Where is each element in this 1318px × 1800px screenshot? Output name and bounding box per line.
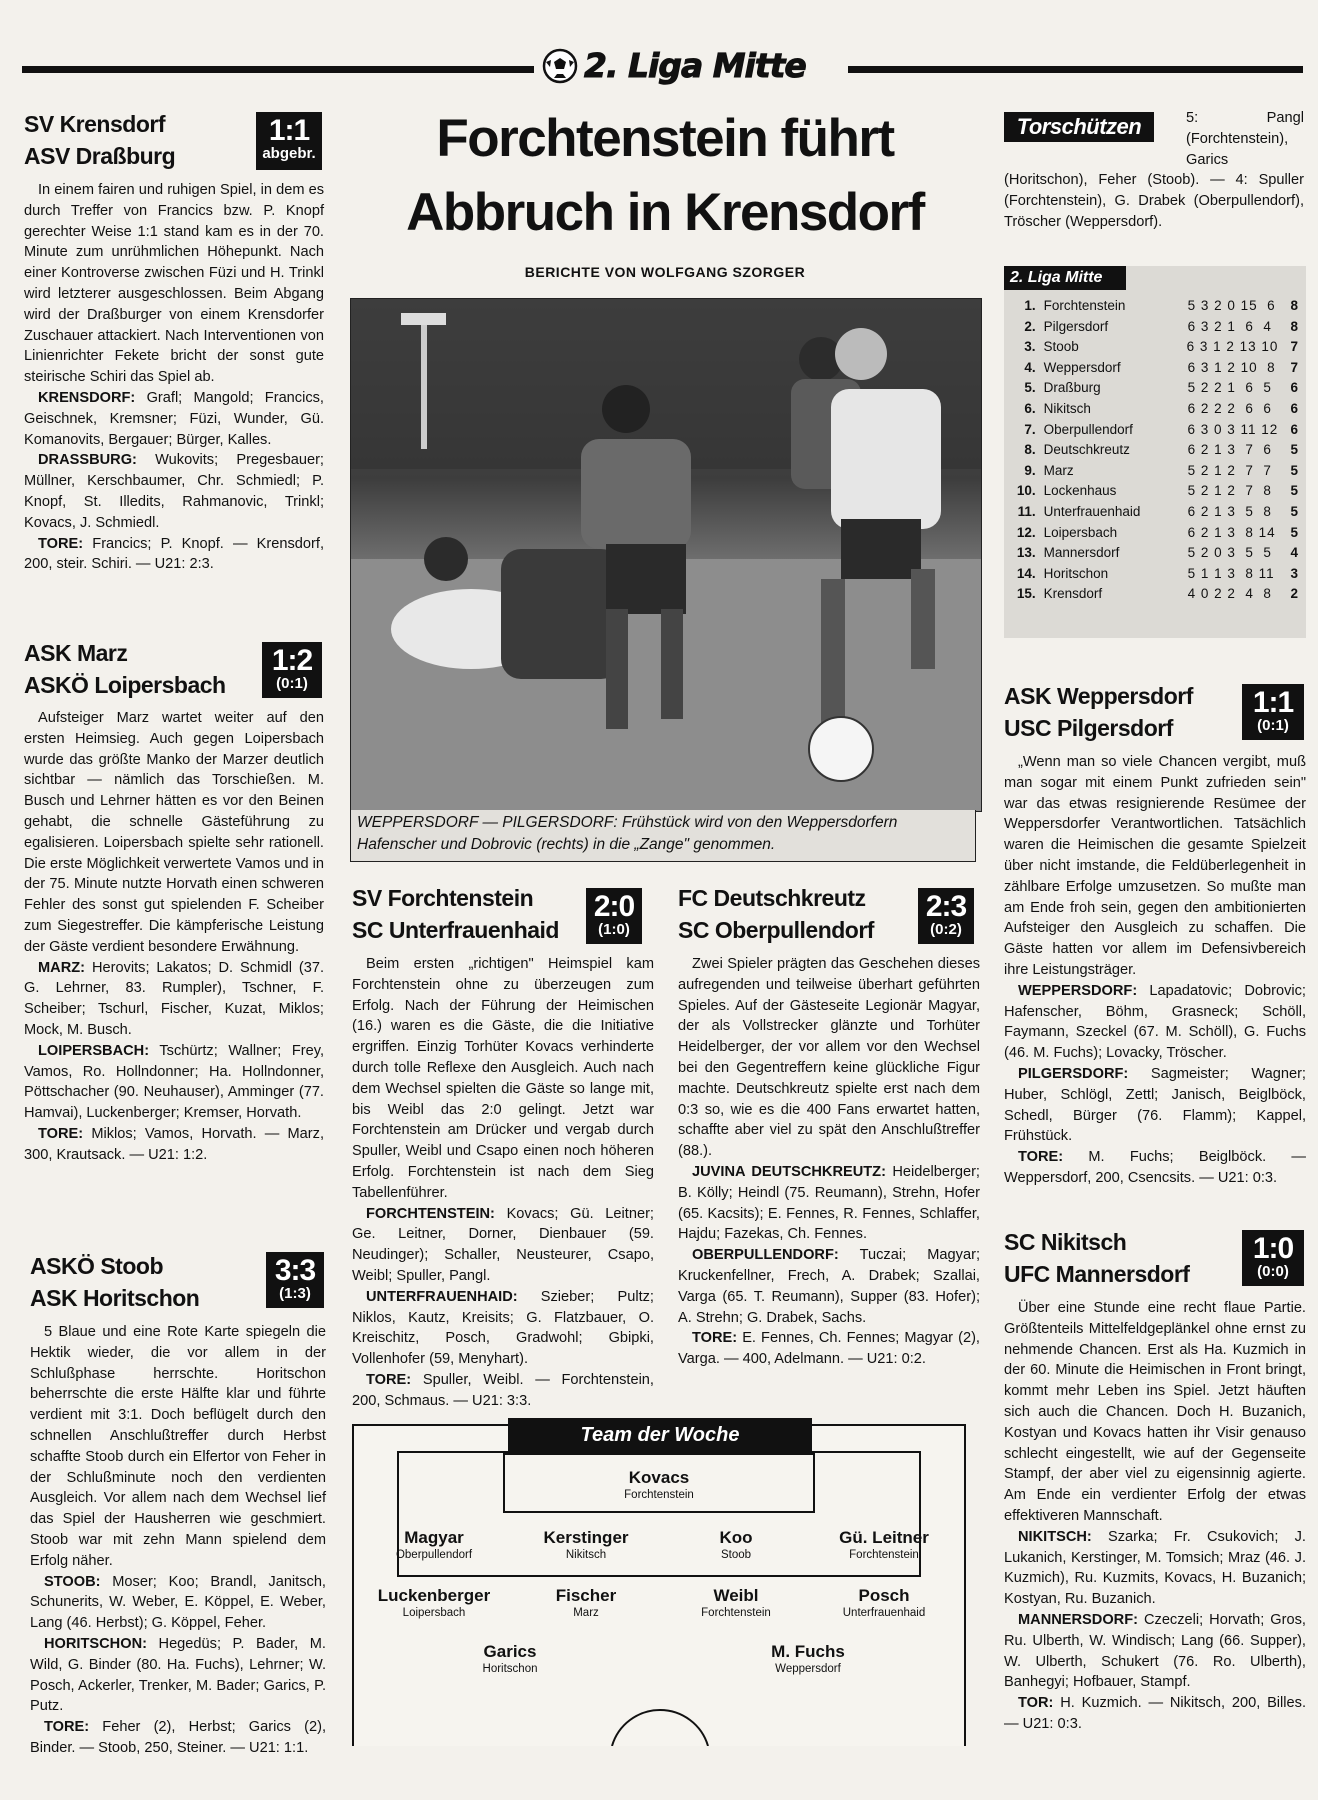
match4-text: Beim ersten „richtigen" Heimspiel kam Forchtenstein ohne zu überzeugen zum Erfolg. Nach der Führung der Heimischen (16.) waren es die Gäste, die die Initiative ergriffen. Einzig Torhüter Kovacs verhinderte durch tolle Reflexe den Ausgleich. Auch nach dem Wechsel spielten die Gäste so lange mit, bis Weibl das 2:0 gelingt. Jetzt war Forchtenstein am Drücker und vergab durch Spuller, Weibl und Csapo einen noch höheren Erfolg. Forchtenstein ist nach dem Sieg Tabellenführer. <box>352 956 654 1201</box>
table-row: 10. Lockenhaus 5 2 1 2 7 8 5 <box>1016 483 1298 499</box>
match7-away-lineup: MANNERSDORF: Czeczeli; Horvath; Gros, Ru. Ulberth, W. Windisch; Lang (66. Supper), W. Ulberth, Schukert (76. Ro. Ulberth), Banhegyi; Hofbauer, Stampf. <box>1004 1611 1306 1691</box>
match1-home-lineup: KRENSDORF: Grafl; Mangold; Francics, Geischnek, Kremsner; Füzi, Wunder, Gü. Komanovits, Bergauer; Bürger, Kalles. <box>24 389 324 448</box>
scorers-title: Torschützen <box>1004 112 1154 142</box>
match3-home-team: ASKÖ Stoob <box>30 1253 163 1279</box>
table-row: 2. Pilgersdorf 6 3 2 1 6 4 8 <box>1024 318 1298 334</box>
match1-note: abgebr. <box>262 145 316 162</box>
caption-line1: WEPPERSDORF — PILGERSDORF: Frühstück wird von den Weppersdorfern <box>357 814 898 831</box>
match6-away-team: USC Pilgersdorf <box>1004 715 1173 741</box>
match5-text: Zwei Spieler prägten das Geschehen dieses aufregenden und teilweise überhart geführten Spieles. Auf der Gästeseite Legionär Magyar, der als Vollstrecker glänzte und Torhüter Heidelberger, der vor allem vor den Wechsel bei den Gegentreffern keine glückliche Figur machte. Deutschkreutz spielte erst nach dem 0:3 so, wie es die 400 Fans erwartet hatten, schaffte aber viel zu spät den Anschlußtreffer (88.). <box>678 956 980 1160</box>
match1-score: 1:1 <box>268 114 310 147</box>
header-rule-right <box>848 66 1303 73</box>
player-goalkeeper: Kovacs Forchtenstein <box>624 1468 694 1501</box>
match3-away-team: ASK Horitschon <box>30 1285 200 1311</box>
match1-home-team: SV Krensdorf <box>24 111 165 137</box>
player-def-4: Gü. Leitner Forchtenstein <box>839 1528 929 1561</box>
match4-goals: TORE: Spuller, Weibl. — Forchtenstein, 200, Schmaus. — U21: 3:3. <box>352 1371 654 1409</box>
section-header <box>540 46 840 90</box>
match7-home-team: SC Nikitsch <box>1004 1229 1127 1255</box>
table-row: 7. Oberpullendorf 6 3 0 3 11 12 6 <box>1024 421 1298 437</box>
match5-note: (0:2) <box>930 921 962 938</box>
match2-home-lineup: MARZ: Herovits; Lakatos; D. Schmidl (37. G. Lehrner, 83. Rumpler), Tschner, F. Scheiber; Tschurl, Fischer, Kuzat, Miklos; Mock, M. Busch. <box>24 959 324 1038</box>
match6-away-lineup: PILGERSDORF: Sagmeister; Wagner; Huber, Schlögl, Zettl; Janisch, Beiglböck, Schedl, Bürger (76. Flamm); Kappel, Frühstück. <box>1004 1065 1306 1145</box>
team-of-week-panel <box>352 1424 966 1746</box>
match1-report <box>24 180 324 575</box>
standings-table <box>1004 266 1306 638</box>
table-row: 8. Deutschkreutz 6 2 1 3 7 6 5 <box>1024 442 1298 458</box>
match5-score: 2:3 <box>925 890 967 923</box>
byline: BERICHTE VON WOLFGANG SZORGER <box>524 264 806 280</box>
match6-text: „Wenn man so viele Chancen vergibt, muß man sogar mit einem Punkt zufrieden sein" war das etwas resignierende Resümee der Weppersdorfer Verantwortlichen. Tatsächlich waren die Heimischen die gesamte Spielzeit über nicht imstande, die Feldüberlegenheit in zählbare Erfolge umzusetzen. So mußte man am Ende froh sein, gegen den ambitionierten Aufsteiger den Ausgleich zu schaffen. Die Gäste hatten vor allem im Defensivbereich ihre Leistungsträger. <box>1004 754 1306 978</box>
match4-note: (1:0) <box>598 921 630 938</box>
standings-rows <box>1008 296 1298 605</box>
match1-goals: TORE: Francics; P. Knopf. — Krensdorf, 200, steir. Schiri. — U21: 2:3. <box>24 535 324 573</box>
match4-away-team: SC Unterfrauenhaid <box>352 917 559 943</box>
match5-score-box <box>918 888 974 944</box>
match6-home-lineup: WEPPERSDORF: Lapadatovic; Dobrovic; Hafenscher, Böhm, Grasneck; Schöll, Faymann, Szeckel (67. M. Schöll), G. Fuchs (46. M. Fuchs); Lovacky, Tröscher. <box>1004 982 1306 1062</box>
player-fwd-1: Garics Horitschon <box>482 1642 538 1675</box>
caption-line2: Hafenscher und Dobrovic (rechts) in die „Zange" genommen. <box>357 836 776 853</box>
match1-score-box <box>256 112 322 170</box>
match7-goals: TOR: H. Kuzmich. — Nikitsch, 200, Billes. — U21: 0:3. <box>1004 1695 1306 1732</box>
player-mid-2: Fischer Marz <box>555 1586 617 1619</box>
player-def-3: Koo Stoob <box>719 1528 753 1561</box>
match3-home-lineup: STOOB: Moser; Koo; Brandl, Janitsch, Schunerits, W. Weber, E. Köppel, E. Weber, Lang (46. Herbst); G. Köppel, Feher. <box>30 1573 326 1632</box>
match2-home-team: ASK Marz <box>24 640 128 666</box>
match2-text: Aufsteiger Marz wartet weiter auf den ersten Heimsieg. Auch gegen Loipersbach wurde das größte Manko der Marzer deutlich sichtbar — nämlich das Torschießen. M. Busch und Lehrner hätten es vor den Beinen gehabt, die schnelle Gästeführung zu egalisieren. Loipersbach spielte sehr rationell. Die erste Möglichkeit verwertete Vamos und in der 75. Minute nutzte Horvath einen schweren Fehler des sonst gut spielenden F. Scheiber zum Siegestreffer. Die kämpferische Leistung der Gäste verdient besondere Erwähnung. <box>24 710 324 955</box>
match7-score-box <box>1242 1230 1304 1286</box>
match6-score: 1:1 <box>1252 686 1294 719</box>
match2-note: (0:1) <box>276 675 308 692</box>
player-mid-3: Weibl Forchtenstein <box>701 1586 771 1619</box>
match4-score-box <box>586 888 642 944</box>
table-row: 11. Unterfrauenhaid 6 2 1 3 5 8 5 <box>1017 503 1298 519</box>
match7-score: 1:0 <box>1252 1232 1294 1265</box>
section-title: 2. Liga Mitte <box>584 46 806 85</box>
photo-image <box>351 299 981 811</box>
match7-note: (0:0) <box>1257 1263 1289 1280</box>
headline-line2: Abbruch in Krensdorf <box>406 183 924 242</box>
match5-report <box>678 954 980 1370</box>
match3-goals: TORE: Feher (2), Herbst; Garics (2), Binder. — Stoob, 250, Steiner. — U21: 1:1. <box>30 1719 326 1756</box>
table-row: 1. Forchtenstein 5 3 2 0 15 6 8 <box>1024 298 1298 313</box>
header-rule-left <box>22 66 534 73</box>
match7-text: Über eine Stunde eine recht flaue Partie. Größtenteils Mittelfeldgeplänkel ohne ernst zu nehmende Chancen. Erst als Ha. Kuzmich in der 60. Minute die Heimischen in Front bringt, kommt mehr Leben ins Spiel. Jetzt häuften sich auch die Chancen. Doch H. Buzanich, Kostyan und Kovacs hatten ihr Visir genauso schlecht eingestellt, wie auf der Gegenseite Stampf, der aber viel zu eigensinnig agierte. Am Ende ein verdienter Erfolg der etwas effektiveren Mannschaft. <box>1004 1300 1306 1524</box>
photo-caption <box>350 810 976 862</box>
player-fwd-2: M. Fuchs Weppersdorf <box>771 1642 845 1675</box>
match4-score: 2:0 <box>593 890 635 923</box>
match3-score-box <box>266 1252 324 1308</box>
match5-home-lineup: JUVINA DEUTSCHKREUTZ: Heidelberger; B. Kölly; Heindl (75. Reumann), Strehn, Hofer (65. Kacsits); E. Fennes, R. Fennes, Schlaffer, Hajdu; Fazekas, Ch. Fennes. <box>678 1163 980 1243</box>
match5-away-lineup: OBERPULLENDORF: Tuczai; Magyar; Kruckenfellner, Frech, A. Drabek; Szallai, Varga (65. T. Reumann), Supper (83. Hofer); A. Strehn; G. Drabek, Sachs. <box>678 1247 980 1326</box>
match3-text: 5 Blaue und eine Rote Karte spiegeln die Hektik wieder, die vor allem in der Schlußphase herrschte. Horitschon beherrschte die erste Hälfte klar und führte verdient mit 3:1. Doch beflügelt durch den schnellen Anschlußtreffer durch Herbst schaffte Stoob durch ein Elfertor von Feher in der Schlußminute noch den verdienten Ausgleich. Vor allem nach dem Wechsel lief das Spiel der Hausherren wie geschmiert. Stoob war mit zehn Mann spielend dem Erfolg näher. <box>30 1324 326 1569</box>
match6-goals: TORE: M. Fuchs; Beiglböck. — Weppersdorf, 200, Csencsits. — U21: 0:3. <box>1004 1149 1306 1186</box>
match2-score-box <box>262 642 322 698</box>
match6-report <box>1004 752 1306 1189</box>
match2-score: 1:2 <box>271 644 313 677</box>
table-row: 5. Draßburg 5 2 2 1 6 5 6 <box>1024 380 1298 396</box>
match4-home-lineup: FORCHTENSTEIN: Kovacs; Gü. Leitner; Ge. Leitner, Dorner, Dienbauer (59. Neudinger); Schaller, Neusteurer, Csapo, Weibl; Spuller, Pangl. <box>352 1205 654 1284</box>
table-row: 3. Stoob 6 3 1 2 13 10 7 <box>1024 339 1299 355</box>
match1-text: In einem fairen und ruhigen Spiel, in dem es durch Treffer von Francics bzw. P. Knopf gerechter Weise 1:1 stand kam es in der 70. Minute zum unrühmlichen Höhepunkt. Nach einer Kontroverse zwischen Füzi und H. Trinkl wird letzterer ausgeschlossen. Beim Abgang wird der Draßburger von einem Krensdorfer Zuschauer attackiert. Nach Interventionen von Linienrichter Fekete bricht der sonst gute steirische Schiri das Spiel ab. <box>24 182 324 386</box>
match-photo <box>350 298 982 812</box>
match6-note: (0:1) <box>1257 717 1289 734</box>
match7-report <box>1004 1298 1306 1735</box>
match4-away-lineup: UNTERFRAUENHAID: Szieber; Pultz; Niklos, Kautz, Kreisits; G. Flatzbauer, O. Kreischitz, Posch, Gradwohl; Gbipki, Vollenhofer (59, Menyhart). <box>352 1288 654 1368</box>
match3-report <box>30 1322 326 1759</box>
table-row: 6. Nikitsch 6 2 2 2 6 6 6 <box>1024 400 1298 416</box>
player-mid-1: Luckenberger Loipersbach <box>377 1586 491 1619</box>
match4-home-team: SV Forchtenstein <box>352 885 534 911</box>
match1-away-team: ASV Draßburg <box>24 143 176 169</box>
match4-report <box>352 954 654 1412</box>
soccer-ball-icon <box>542 48 578 84</box>
table-row: 4. Weppersdorf 6 3 1 2 10 8 7 <box>1024 359 1298 375</box>
match7-away-team: UFC Mannersdorf <box>1004 1261 1190 1287</box>
match7-home-lineup: NIKITSCH: Szarka; Fr. Csukovich; J. Lukanich, Kerstinger, M. Tomsich; Mraz (46. J. Kuzmich), Ru. Kuzmits, Kovacs, H. Buzanich; Kostyan, Ru. Buzanich. <box>1004 1528 1306 1608</box>
match5-away-team: SC Oberpullendorf <box>678 917 874 943</box>
match2-goals: TORE: Miklos; Vamos, Horvath. — Marz, 300, Krautsack. — U21: 1:2. <box>24 1125 324 1163</box>
player-def-2: Kerstinger Nikitsch <box>543 1528 629 1561</box>
standings-title: 2. Liga Mitte <box>1004 266 1126 290</box>
table-row: 9. Marz 5 2 1 2 7 7 5 <box>1024 462 1298 478</box>
table-row: 12. Loipersbach 6 2 1 3 8 14 5 <box>1016 524 1298 540</box>
table-row: 13. Mannersdorf 5 2 0 3 5 5 4 <box>1016 545 1298 561</box>
match5-home-team: FC Deutschkreutz <box>678 885 866 911</box>
match6-score-box <box>1242 684 1304 740</box>
headline-line1: Forchtenstein führt <box>436 109 894 168</box>
match5-goals: TORE: E. Fennes, Ch. Fennes; Magyar (2), Varga. — 400, Adelmann. — U21: 0:2. <box>678 1330 980 1368</box>
table-row: 14. Horitschon 5 1 1 3 8 11 3 <box>1016 565 1298 581</box>
player-mid-4: Posch Unterfrauenhaid <box>842 1586 926 1619</box>
player-def-1: Magyar Oberpullendorf <box>395 1528 473 1561</box>
match3-note: (1:3) <box>279 1285 311 1302</box>
match6-home-team: ASK Weppersdorf <box>1004 683 1193 709</box>
match2-away-lineup: LOIPERSBACH: Tschürtz; Wallner; Frey, Vamos, Ro. Hollndonner; Ha. Hollndonner, Pöttschacher (90. Neuhauser), Amminger (77. Hamvai), Luckenberger; Kremser, Horvath. <box>24 1042 325 1122</box>
scorers-box <box>1004 108 1304 230</box>
match2-away-team: ASKÖ Loipersbach <box>24 672 226 698</box>
scorers-text: 5: Pangl (Forchtenstein), Garics (Horitschon), Feher (Stoob). — 4: Spuller (Forchtenstein), G. Drabek (Oberpullendorf), Tröscher (Weppersdorf). <box>1004 110 1304 230</box>
match2-report <box>24 708 324 1166</box>
match1-away-lineup: DRASSBURG: Wukovits; Pregesbauer; Müllner, Kerschbaumer, Chr. Schmiedl; P. Knopf, St. Illedits, Rahmanovic, Trinkl; Kovacs, J. Schmiedl. <box>24 452 324 531</box>
match3-away-lineup: HORITSCHON: Hegedüs; P. Bader, M. Wild, G. Binder (80. Ha. Fuchs), Lehrner; W. Posch, Ackerler, Trenker, M. Bader; Garics, P. Putz. <box>30 1635 326 1715</box>
match3-score: 3:3 <box>274 1254 316 1287</box>
team-of-week-title: Team der Woche <box>508 1418 812 1452</box>
table-row: 15. Krensdorf 4 0 2 2 4 8 2 <box>1016 586 1298 602</box>
